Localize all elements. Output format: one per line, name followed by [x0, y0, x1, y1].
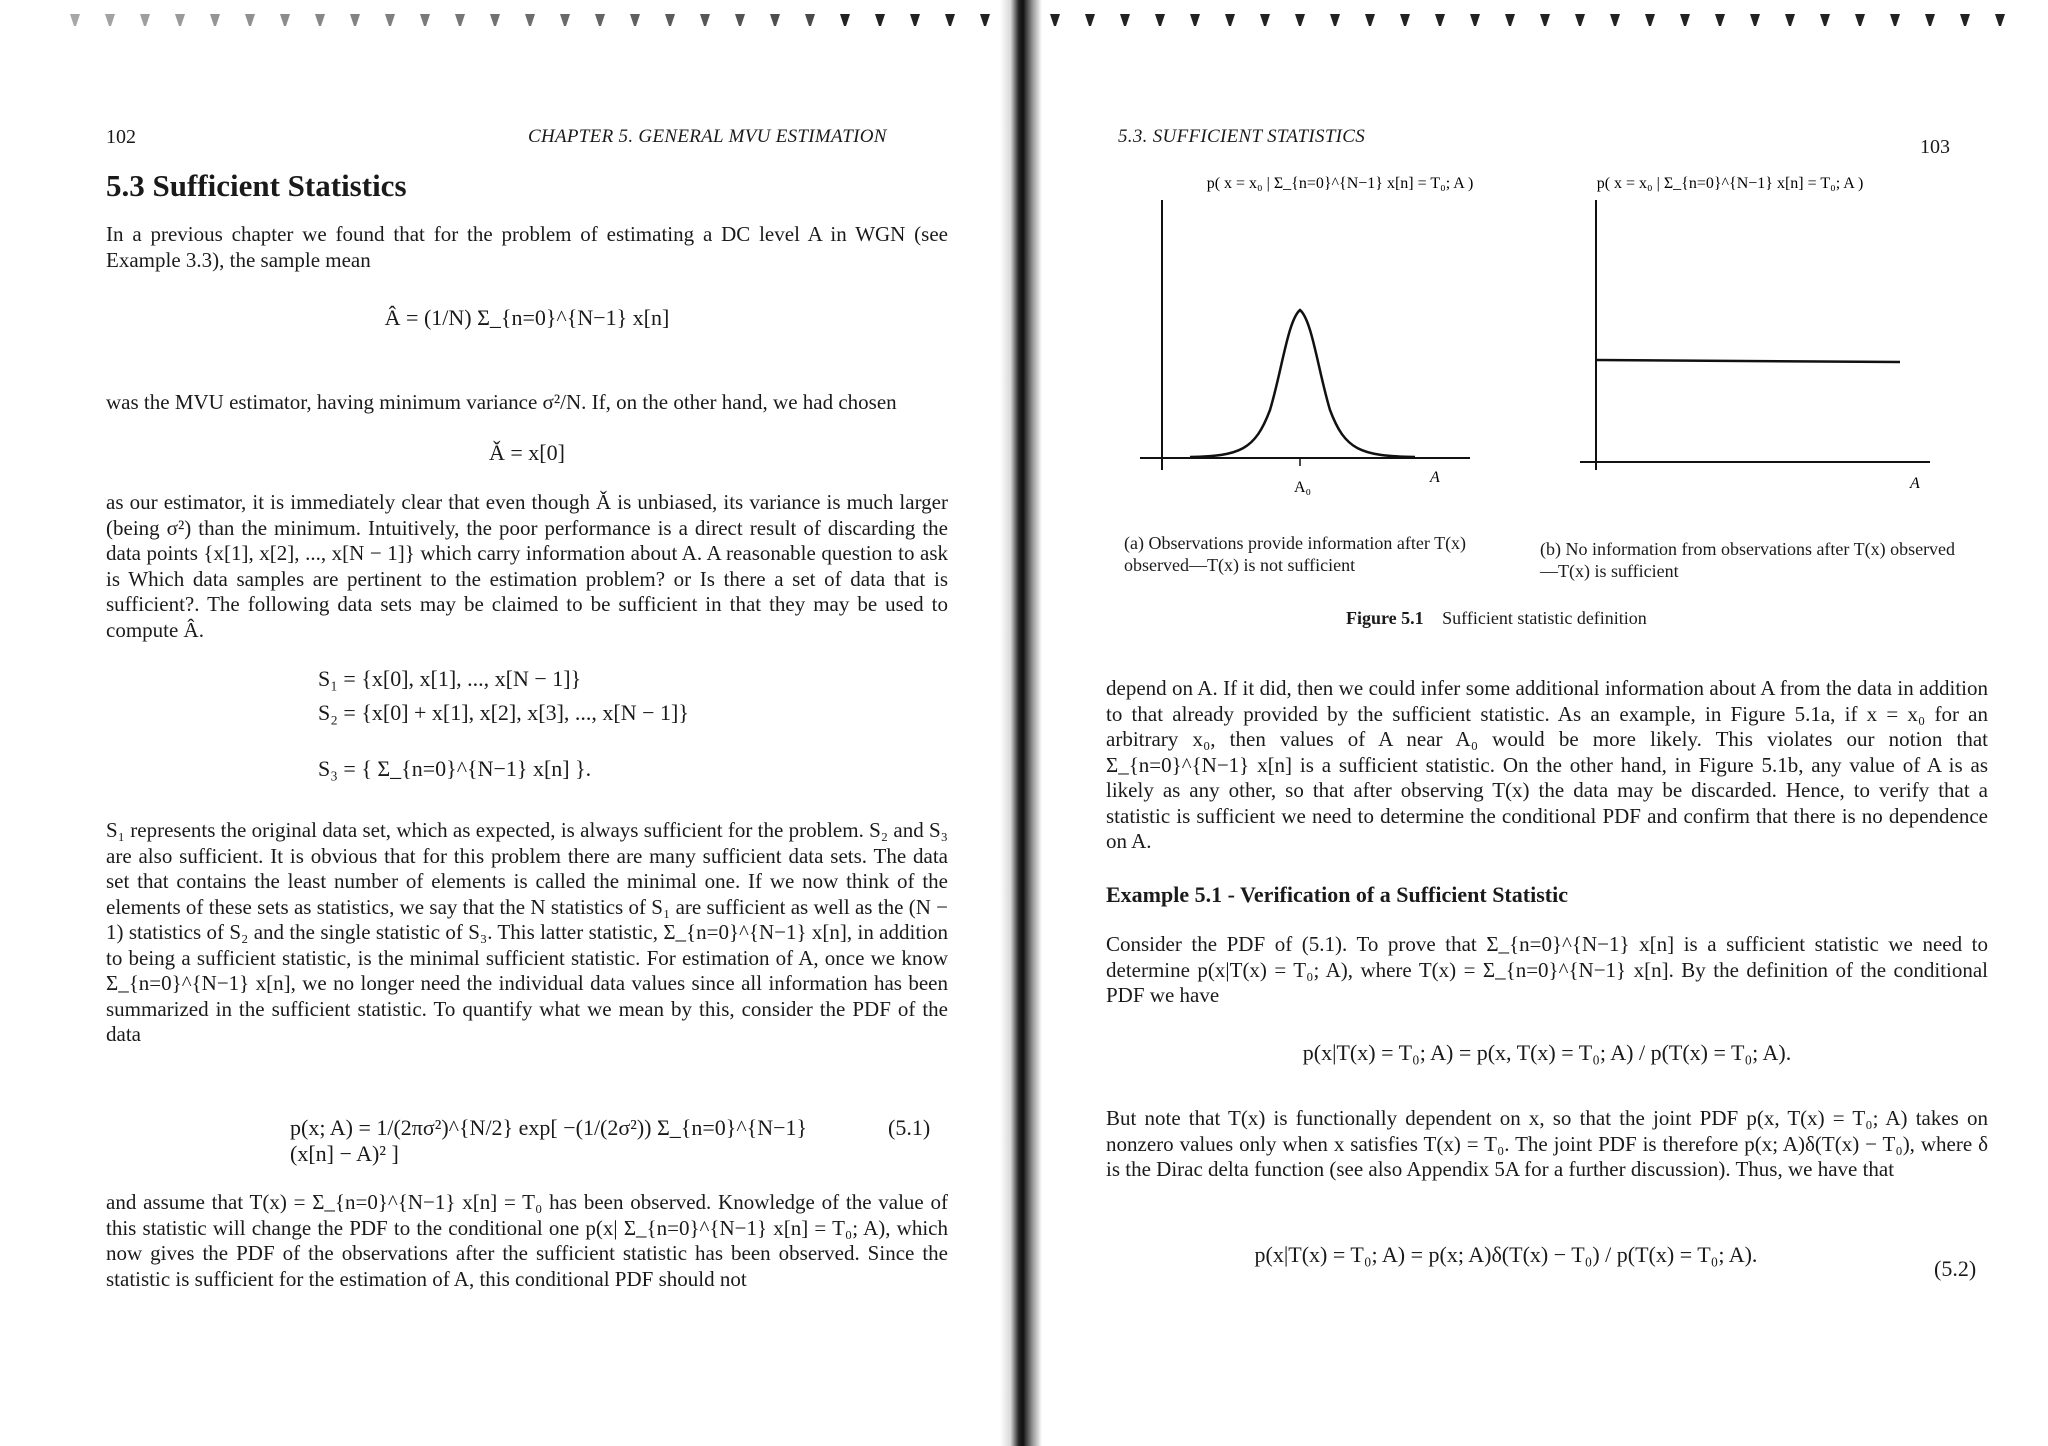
tick-label-a0: A₀ — [1294, 479, 1312, 496]
equation-final: p(x|T(x) = T₀; A) = p(x; A)δ(T(x) − T₀) / p(T(x) = T₀; A). — [1254, 1242, 1758, 1267]
running-head-right: 5.3. SUFFICIENT STATISTICS — [1118, 126, 1366, 147]
paragraph: was the MVU estimator, having minimum variance σ²/N. If, on the other hand, we had chosen — [106, 390, 897, 414]
y-axis-label: p( x = x₀ | Σ_{n=0}^{N−1} x[n] = T₀; A ) — [1596, 175, 1864, 192]
caption-panel-b: (b) No information from observations after T(x) observed—T(x) is sufficient — [1540, 539, 1956, 581]
figure-caption-text: Sufficient statistic definition — [1442, 608, 1647, 628]
paragraph: as our estimator, it is immediately clear that even though Ǎ is unbiased, its variance is much larger (being σ²) than the minimum. Intuitively, the poor performance is a direct result of discarding the data points {x[1], x[2], ..., x[N − 1]} which carry information about A. A reasonable question to ask is Which data samples are pertinent to the estimation problem? or Is there a set of data that is sufficient?. The following data sets may be claimed to be sufficient in that they may be used to compute Â. — [106, 490, 948, 642]
figure-5-1 — [1130, 170, 2030, 510]
example-title: Example 5.1 - Verification of a Sufficient Statistic — [1106, 882, 1568, 907]
figure-caption — [1346, 608, 1647, 629]
y-axis-label: p( x = x₀ | Σ_{n=0}^{N−1} x[n] = T₀; A ) — [1206, 175, 1474, 192]
bell-curve — [1190, 310, 1415, 457]
section-title: 5.3 Sufficient Statistics — [106, 168, 407, 203]
paragraph: depend on A. If it did, then we could infer some additional information about A from the data in addition to that already provided by the sufficient statistic. As an example, in Figure 5.1a, if x = x₀ for an arbitrary x₀, then values of A near A₀ would be more likely. This violates our notion that Σ_{n=0}^{N−1} x[n] is a sufficient statistic. On the other hand, in Figure 5.1b, any value of A is as likely as any other, so that after observing T(x) the data may be discarded. Hence, to verify that a statistic is sufficient we need to determine the conditional PDF and confirm that there is no dependence on A. — [1106, 676, 1988, 853]
figure-panel-b — [1580, 175, 1930, 492]
paragraph: But note that T(x) is functionally dependent on x, so that the joint PDF p(x, T(x) = T₀; A) takes on nonzero values only when x satisfies T(x) = T₀. The joint PDF is therefore p(x; A)δ(T(x) − T₀), where δ is the Dirac delta function (see also Appendix 5A for a further discussion). Thus, we have that — [1106, 1106, 1988, 1181]
right-page — [1040, 0, 2048, 1446]
set-s1: S₁ = {x[0], x[1], ..., x[N − 1]} — [318, 666, 582, 691]
figure-panel-a — [1140, 175, 1473, 496]
running-head-left: CHAPTER 5. GENERAL MVU ESTIMATION — [528, 126, 887, 147]
paragraph: and assume that T(x) = Σ_{n=0}^{N−1} x[n] = T₀ has been observed. Knowledge of the value of this statistic will change the PDF to the conditional one p(x| Σ_{n=0}^{N−1} x[n] = T₀; A), which now gives the PDF of the observations after the sufficient statistic has been observed. Since the statistic is sufficient for the estimation of A, this conditional PDF should not — [106, 1190, 948, 1291]
paragraph: Consider the PDF of (5.1). To prove that Σ_{n=0}^{N−1} x[n] is a sufficient statistic we need to determine p(x|T(x) = T₀; A), where T(x) = Σ_{n=0}^{N−1} x[n]. By the definition of the conditional PDF we have — [1106, 932, 1988, 1007]
x-axis-label: A — [1430, 469, 1440, 486]
equation-sample-mean: Â = (1/N) Σ_{n=0}^{N−1} x[n] — [384, 305, 670, 330]
set-s2: S₂ = {x[0] + x[1], x[2], x[3], ..., x[N − 1]} — [318, 700, 689, 725]
paragraph: S₁ represents the original data set, which as expected, is always sufficient for the problem. S₂ and S₃ are also sufficient. It is obvious that for this problem there are many sufficient data sets. The data set that contains the least number of elements is called the minimal one. If we now think of the elements of these sets as statistics, we say that the N statistics of S₁ are sufficient as well as the (N − 1) statistics of S₂ and the single statistic of S₃. This latter statistic, Σ_{n=0}^{N−1} x[n], in addition to being a sufficient statistic, is the minimal sufficient statistic. For estimation of A, once we know Σ_{n=0}^{N−1} x[n], we no longer need the individual data values since all information has been summarized in the sufficient statistic. To quantify what we mean by this, consider the PDF of the data — [106, 818, 948, 1046]
equation-first-sample: Ǎ = x[0] — [489, 440, 565, 465]
equation-number: (5.2) — [1934, 1256, 1977, 1281]
book-binding — [1000, 0, 1042, 1446]
figure-label: Figure 5.1 — [1346, 608, 1424, 628]
equation-number: (5.1) — [888, 1115, 931, 1140]
caption-panel-a: (a) Observations provide information after T(x) observed—T(x) is not sufficient — [1124, 533, 1467, 575]
x-axis-label: A — [1910, 475, 1920, 492]
page-number-left: 102 — [106, 126, 136, 148]
constant-line — [1596, 360, 1900, 362]
equation-pdf: p(x; A) = 1/(2πσ²)^{N/2} exp[ −(1/(2σ²)) Σ_{n=0}^{N−1} (x[n] − A)² ] — [290, 1115, 808, 1166]
set-s3: S₃ = { Σ_{n=0}^{N−1} x[n] }. — [318, 756, 592, 781]
page-number-right: 103 — [1920, 136, 1950, 158]
left-page — [0, 0, 1000, 1446]
equation-conditional: p(x|T(x) = T₀; A) = p(x, T(x) = T₀; A) / p(T(x) = T₀; A). — [1302, 1040, 1792, 1065]
paragraph: In a previous chapter we found that for the problem of estimating a DC level A in WGN (see Example 3.3), the sample mean — [106, 222, 948, 272]
